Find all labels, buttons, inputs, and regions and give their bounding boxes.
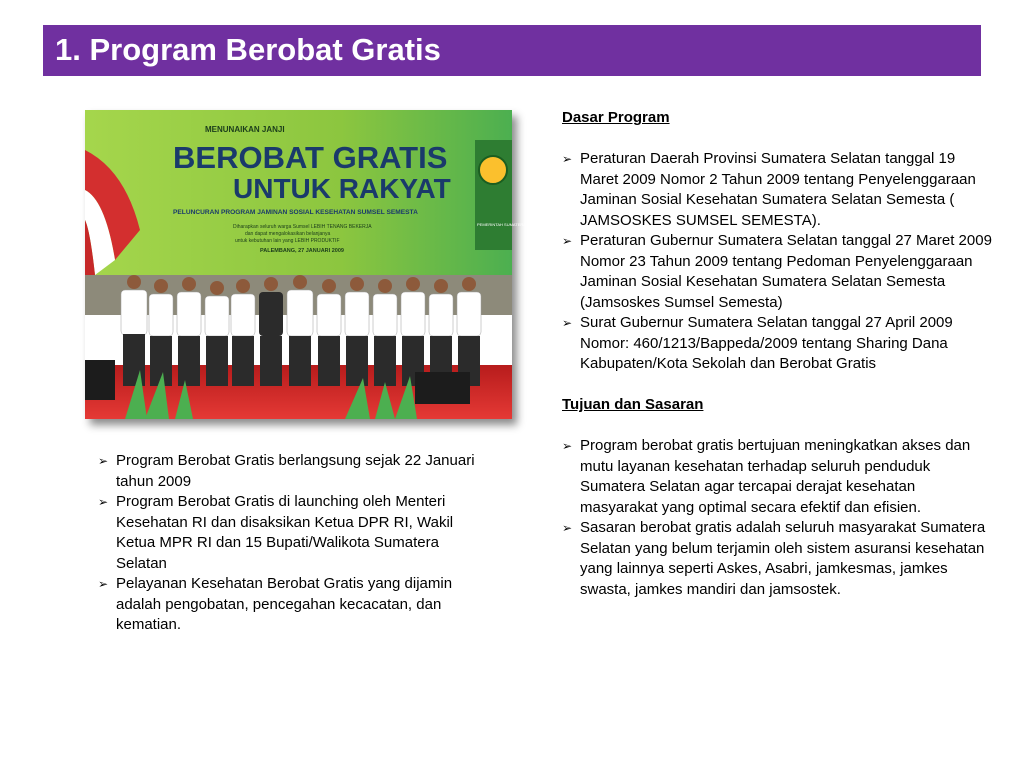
dasar-program-heading: Dasar Program <box>562 109 670 126</box>
tujuan-sasaran-heading: Tujuan dan Sasaran <box>562 396 704 413</box>
dasar-program-list <box>562 149 992 375</box>
title-bar <box>43 25 981 76</box>
event-photo <box>85 110 530 419</box>
arrow-bullet-icon: ➢ <box>562 316 573 330</box>
list-item: ➢ Peraturan Daerah Provinsi Sumatera Selatan tanggal 19 Maret 2009 Nomor 2 Tahun 2009 tentang Penyelenggaraan Jaminan Sosial Kesehatan Sumatera Selatan Semesta ( JAMSOSKES SUMSEL SEMESTA). <box>562 150 976 229</box>
arrow-bullet-icon: ➢ <box>98 495 109 509</box>
banner-main-text-1: BEROBAT GRATIS <box>173 140 448 175</box>
arrow-bullet-icon: ➢ <box>562 521 573 535</box>
event-photo-illustration <box>85 110 530 419</box>
arrow-bullet-icon: ➢ <box>562 152 573 166</box>
banner-note-2: dan dapat mengalokasikan belanjanya <box>245 231 331 237</box>
slide-title: 1. Program Berobat Gratis <box>55 32 441 67</box>
list-item: ➢ Surat Gubernur Sumatera Selatan tanggal 27 April 2009 Nomor: 460/1213/Bappeda/2009 tentang Sharing Dana Kabupaten/Kota Sekolah dan Berobat Gratis <box>562 314 953 372</box>
banner-side-text: PEMERINTAH SUMATERA S <box>477 222 530 227</box>
right-text-section <box>562 108 992 600</box>
left-bullet-list <box>98 451 478 636</box>
left-bullet-section <box>98 451 478 636</box>
banner-place: PALEMBANG, 27 JANUARI 2009 <box>260 248 344 254</box>
banner-sub-text: PELUNCURAN PROGRAM JAMINAN SOSIAL KESEHATAN SUMSEL SEMESTA <box>173 209 418 216</box>
banner-main-text-2: UNTUK RAKYAT <box>233 173 451 204</box>
list-item: ➢ Peraturan Gubernur Sumatera Selatan tanggal 27 Maret 2009 Nomor 23 Tahun 2009 tentang Pedoman Penyelenggaraan Jaminan Sosial Kesehatan Sumatera Selatan Semesta (Jamsoskes Sumsel Semesta) <box>562 232 992 311</box>
list-item: ➢ Program berobat gratis bertujuan meningkatkan akses dan mutu layanan kesehatan terhadap seluruh penduduk Sumatera Selatan agar tercapai derajat kesehatan masyarakat yang optimal secara efektif dan efisien. <box>562 437 971 516</box>
tujuan-sasaran-list <box>562 436 992 600</box>
arrow-bullet-icon: ➢ <box>98 577 109 591</box>
arrow-bullet-icon: ➢ <box>562 439 573 453</box>
banner-top-text: MENUNAIKAN JANJI <box>205 125 285 134</box>
list-item: ➢ Pelayanan Kesehatan Berobat Gratis yang dijamin adalah pengobatan, pencegahan kecacatan, dan kematian. <box>98 575 453 633</box>
arrow-bullet-icon: ➢ <box>98 454 109 468</box>
arrow-bullet-icon: ➢ <box>562 234 573 248</box>
banner-note-1: Diharapkan seluruh warga Sumsel LEBIH TENANG BEKERJA <box>233 224 372 230</box>
list-item: ➢ Program Berobat Gratis di launching oleh Menteri Kesehatan RI dan disaksikan Ketua DPR RI, Wakil Ketua MPR RI dan 15 Bupati/Walikota Sumatera Selatan <box>98 493 454 572</box>
list-item: ➢ Sasaran berobat gratis adalah seluruh masyarakat Sumatera Selatan yang belum terjamin oleh sistem asuransi kesehatan yang lainnya seperti Askes, Asabri, jamkesmas, jamkes swasta, jamkes mandiri dan jamsostek. <box>562 519 986 598</box>
banner-note-3: untuk kebutuhan lain yang LEBIH PRODUKTIF <box>235 238 340 244</box>
list-item: ➢ Program Berobat Gratis berlangsung sejak 22 Januari tahun 2009 <box>98 452 475 490</box>
